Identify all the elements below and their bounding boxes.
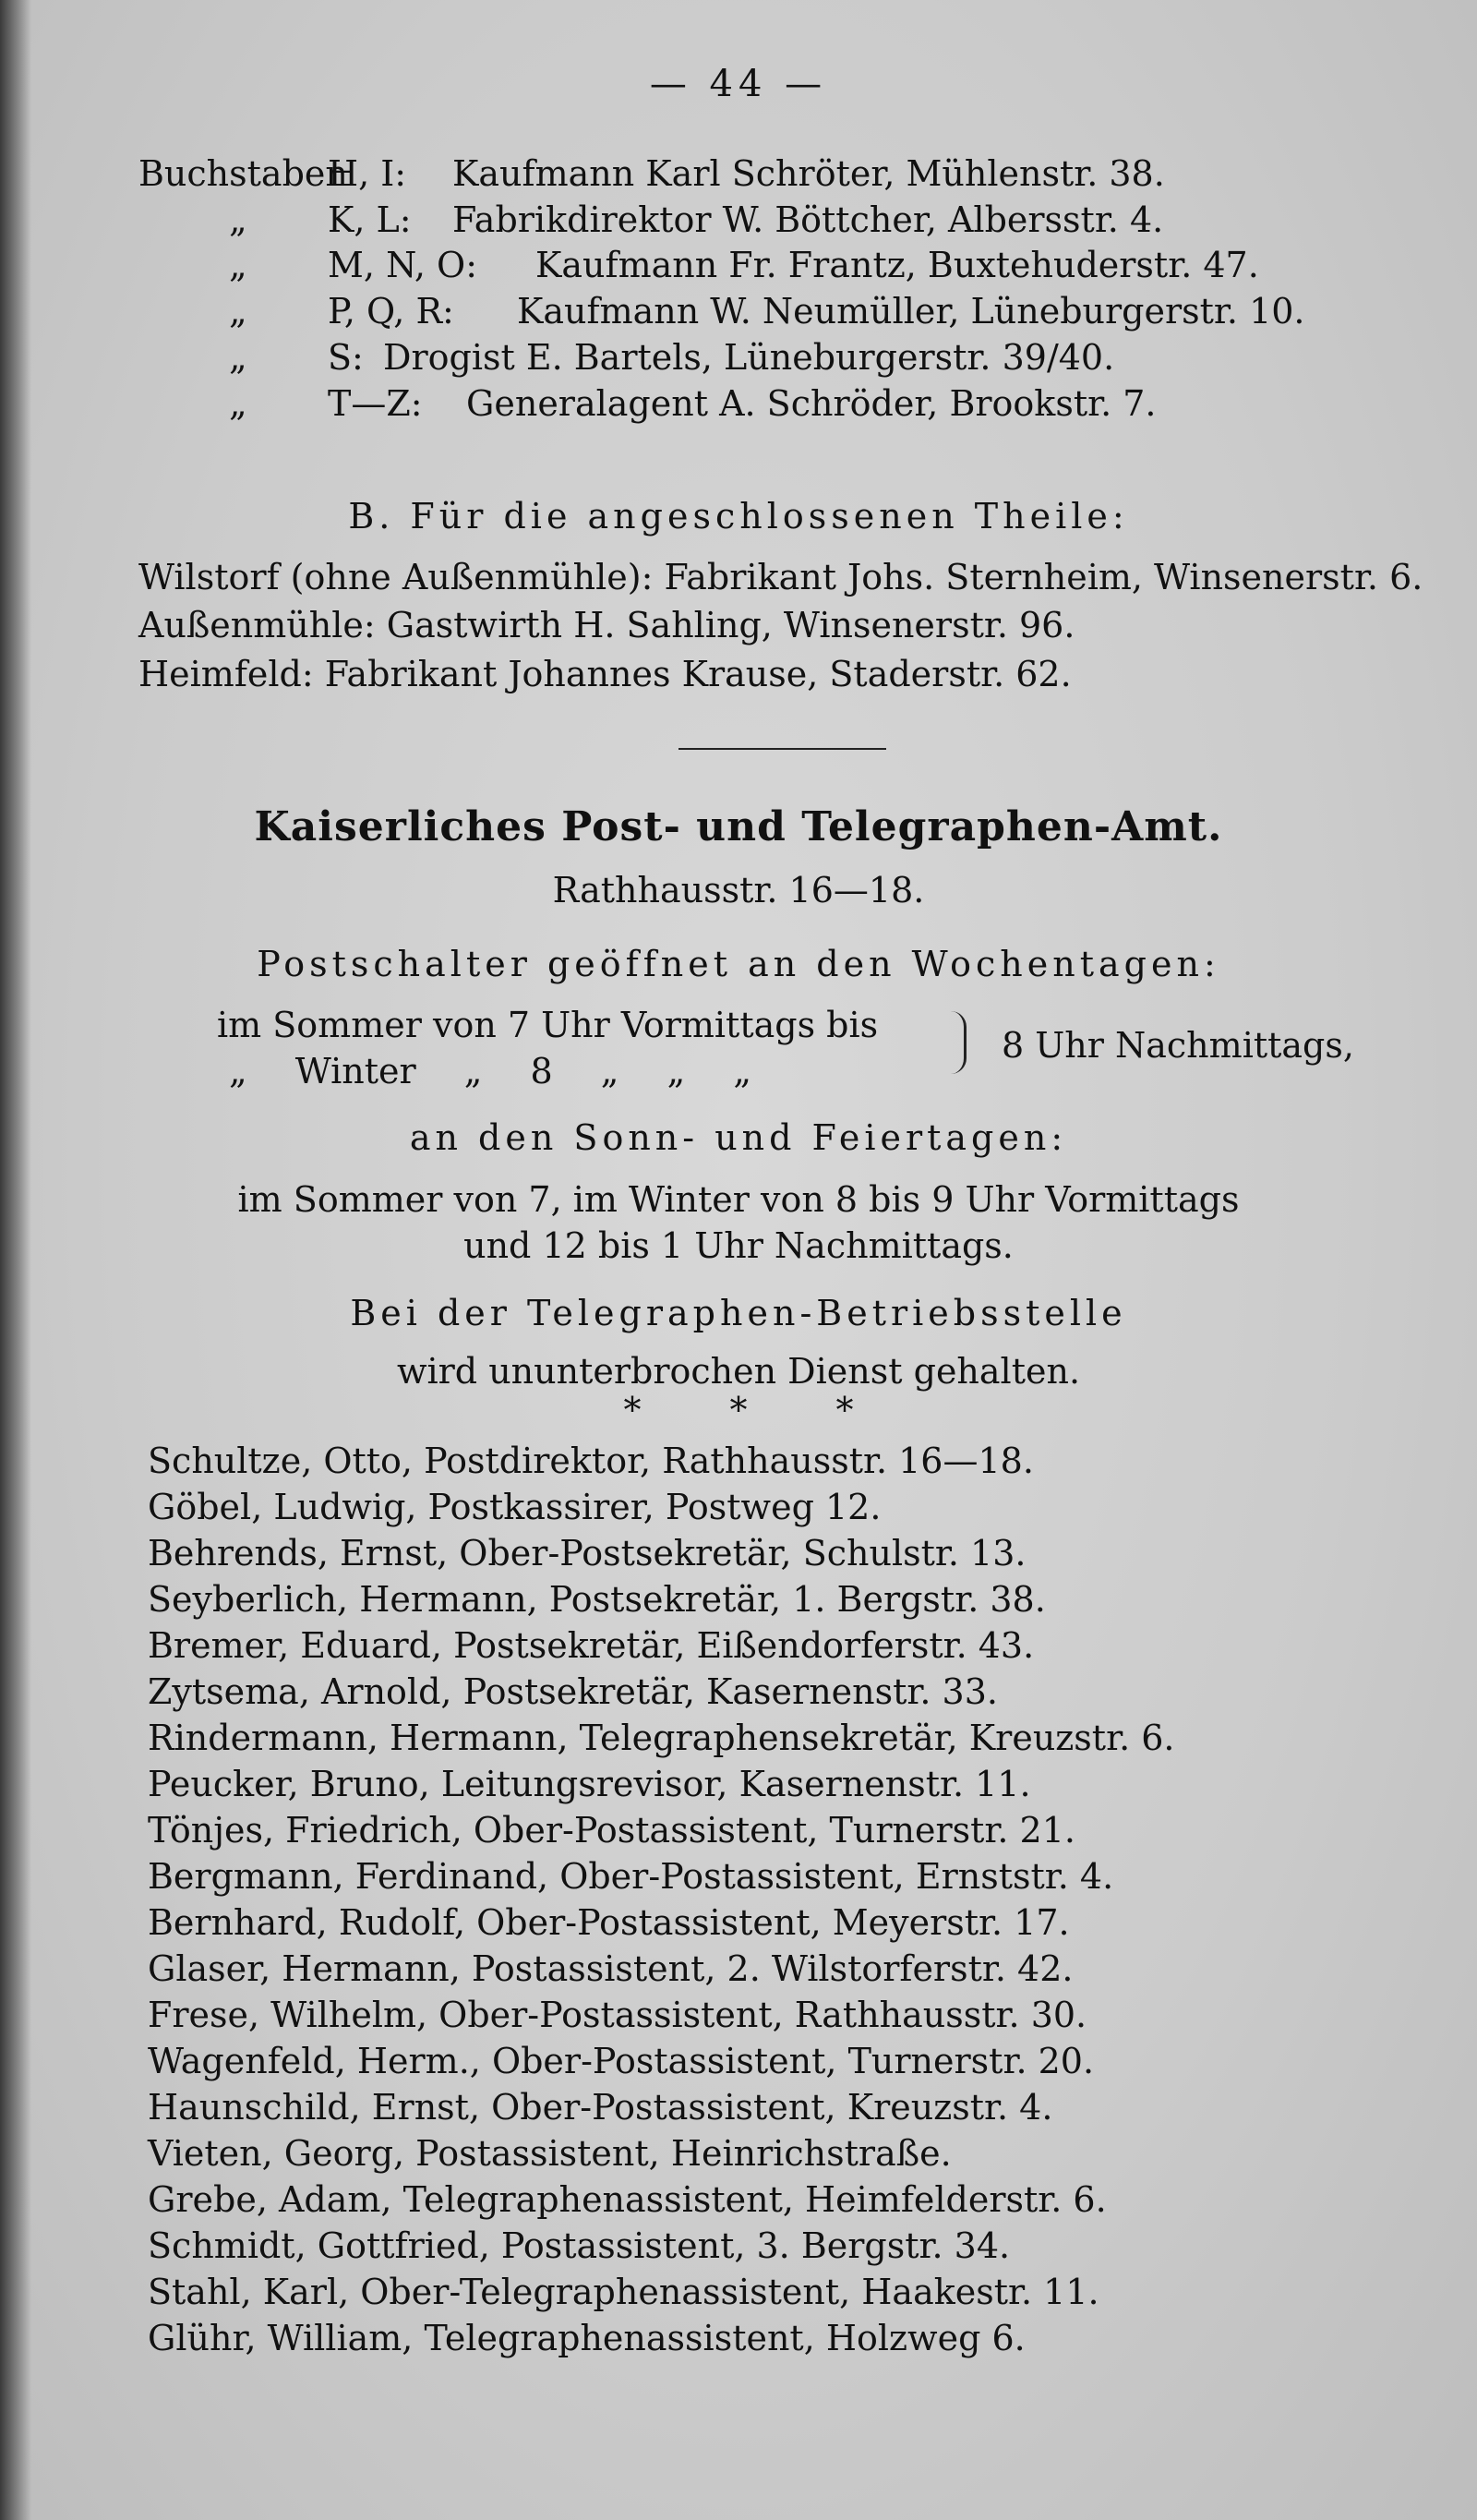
distributor-prefix: „ [229, 337, 247, 378]
distributor-person: Fabrikdirektor W. Böttcher, Albersstr. 4. [452, 199, 1164, 240]
distributor-person: Generalagent A. Schröder, Brookstr. 7. [466, 383, 1157, 424]
section-b-line: Heimfeld: Fabrikant Johannes Krause, Staderstr. 62. [138, 654, 1072, 694]
staff-entry: Tönjes, Friedrich, Ober-Postassistent, Turnerstr. 21. [148, 1810, 1075, 1851]
staff-entry: Glühr, William, Telegraphenassistent, Holzweg 6. [148, 2318, 1026, 2358]
staff-entry: Grebe, Adam, Telegraphenassistent, Heimfelderstr. 6. [148, 2179, 1107, 2220]
star: * [729, 1390, 748, 1430]
distributor-prefix: „ [229, 199, 247, 240]
weekday-hours-heading: Postschalter geöffnet an den Wochentagen: [257, 944, 1220, 984]
sunday-hours-line: im Sommer von 7, im Winter von 8 bis 9 Uhr Vormittags [237, 1179, 1240, 1220]
distributor-prefix: „ [229, 245, 247, 285]
distributor-prefix: Buchstaben [138, 153, 348, 194]
distributor-prefix: „ [229, 383, 247, 424]
closing-time: 8 Uhr Nachmittags, [1002, 1025, 1354, 1066]
star: * [835, 1390, 854, 1430]
post-office-title: Kaiserliches Post- und Telegraphen-Amt. [254, 803, 1223, 850]
staff-entry: Schmidt, Gottfried, Postassistent, 3. Bergstr. 34. [148, 2225, 1011, 2266]
staff-entry: Frese, Wilhelm, Ober-Postassistent, Rathhausstr. 30. [148, 1995, 1087, 2035]
staff-entry: Vieten, Georg, Postassistent, Heinrichstraße. [148, 2133, 952, 2174]
staff-entry: Rindermann, Hermann, Telegraphensekretär, Kreuzstr. 6. [148, 1718, 1175, 1758]
section-b-line: Wilstorf (ohne Außenmühle): Fabrikant Johs. Sternheim, Winsenerstr. 6. [138, 557, 1423, 597]
sunday-hours-heading: an den Sonn- und Feiertagen: [409, 1117, 1068, 1158]
staff-entry: Seyberlich, Hermann, Postsekretär, 1. Bergstr. 38. [148, 1579, 1046, 1620]
brace-mark [951, 1011, 967, 1074]
staff-entry: Peucker, Bruno, Leitungsrevisor, Kasernenstr. 11. [148, 1764, 1031, 1804]
distributor-letters: P, Q, R: [328, 291, 454, 332]
summer-hours-line: im Sommer von 7 Uhr Vormittags bis [217, 1005, 879, 1045]
star-separator [0, 1390, 1477, 1430]
telegraph-note: wird ununterbrochen Dienst gehalten. [396, 1351, 1081, 1392]
staff-entry: Bergmann, Ferdinand, Ober-Postassistent, Ernststr. 4. [148, 1856, 1114, 1897]
distributor-letters: K, L: [328, 199, 412, 240]
distributor-letters: H, I: [328, 153, 407, 194]
winter-hours-line: „ Winter „ 8 „ „ „ [229, 1051, 752, 1091]
staff-entry: Bernhard, Rudolf, Ober-Postassistent, Meyerstr. 17. [148, 1902, 1070, 1943]
staff-entry: Göbel, Ludwig, Postkassirer, Postweg 12. [148, 1487, 882, 1527]
distributor-letters: S: [328, 337, 364, 378]
distributor-person: Drogist E. Bartels, Lüneburgerstr. 39/40. [383, 337, 1115, 378]
staff-entry: Wagenfeld, Herm., Ober-Postassistent, Turnerstr. 20. [148, 2041, 1095, 2081]
distributor-person: Kaufmann Karl Schröter, Mühlenstr. 38. [452, 153, 1165, 194]
staff-entry: Glaser, Hermann, Postassistent, 2. Wilstorferstr. 42. [148, 1948, 1074, 1989]
distributor-person: Kaufmann Fr. Frantz, Buxtehuderstr. 47. [535, 245, 1259, 285]
distributor-letters: M, N, O: [328, 245, 478, 285]
section-b-heading: B. Für die angeschlossenen Theile: [348, 496, 1129, 537]
section-b-line: Außenmühle: Gastwirth H. Sahling, Winsenerstr. 96. [138, 605, 1075, 645]
staff-entry: Schultze, Otto, Postdirektor, Rathhausstr. 16—18. [148, 1441, 1034, 1481]
staff-entry: Zytsema, Arnold, Postsekretär, Kasernenstr. 33. [148, 1671, 998, 1712]
staff-entry: Behrends, Ernst, Ober-Postsekretär, Schulstr. 13. [148, 1533, 1027, 1573]
distributor-person: Kaufmann W. Neumüller, Lüneburgerstr. 10. [517, 291, 1305, 332]
section-divider [678, 748, 886, 750]
staff-entry: Stahl, Karl, Ober-Telegraphenassistent, Haakestr. 11. [148, 2272, 1099, 2312]
distributor-letters: T—Z: [328, 383, 423, 424]
distributor-prefix: „ [229, 291, 247, 332]
staff-entry: Bremer, Eduard, Postsekretär, Eißendorferstr. 43. [148, 1625, 1035, 1666]
staff-entry: Haunschild, Ernst, Ober-Postassistent, Kreuzstr. 4. [148, 2087, 1053, 2128]
sunday-hours-line: und 12 bis 1 Uhr Nachmittags. [463, 1225, 1014, 1266]
post-office-address: Rathhausstr. 16—18. [552, 870, 925, 910]
telegraph-note: Bei der Telegraphen-Betriebsstelle [350, 1293, 1127, 1333]
star: * [623, 1390, 642, 1430]
page-number: — 44 — [649, 63, 828, 105]
